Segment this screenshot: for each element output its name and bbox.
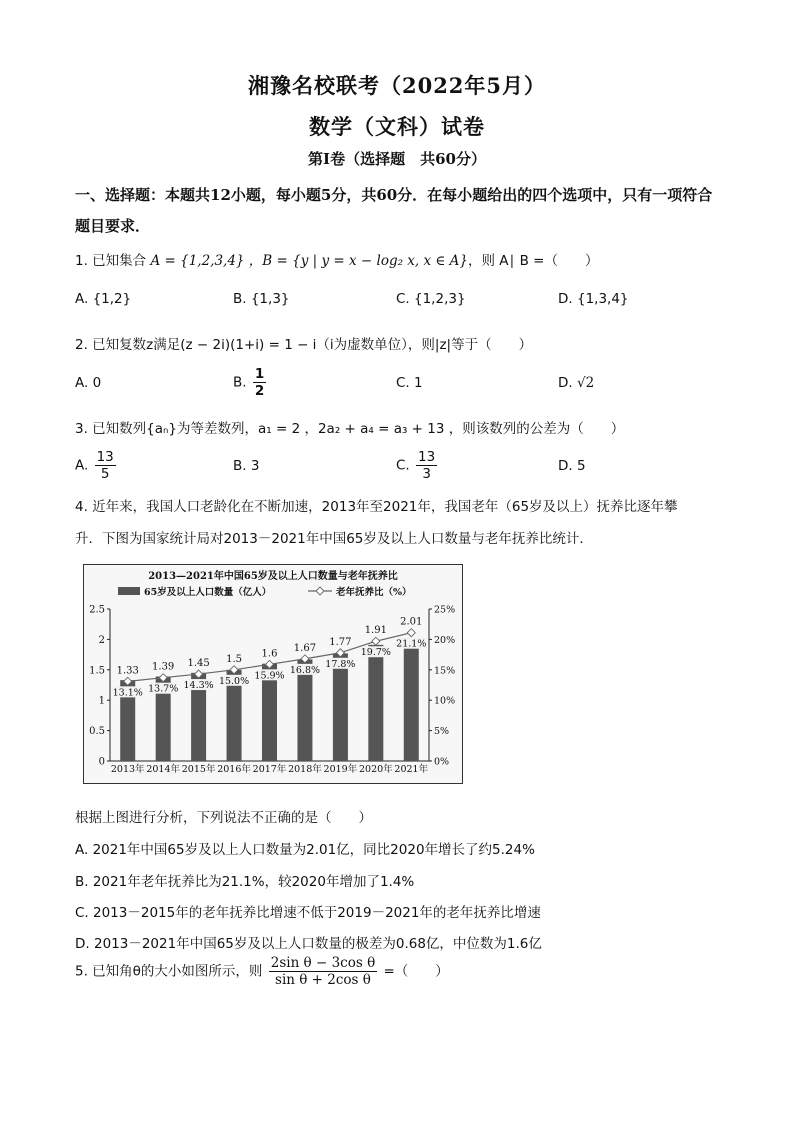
question-1-option-d: D. {1,3,4} [558, 291, 629, 307]
x-tick-label: 2018年 [288, 764, 322, 775]
question-3-option-a-fraction [95, 449, 116, 482]
x-tick-label: 2013年 [110, 764, 145, 775]
fraction-numerator: 13 [418, 449, 436, 465]
fraction-numerator: 2sin θ − 3cos θ [270, 955, 376, 971]
y-right-tick-label: 15% [434, 665, 456, 677]
y-left-tick-label: 0 [98, 756, 105, 768]
legend-bar-swatch [118, 587, 140, 595]
question-2-option-c: C. 1 [396, 375, 423, 391]
population-chart [83, 564, 463, 784]
legend-line-marker [316, 587, 324, 595]
question-1-prefix: 1. 已知集合 [75, 253, 147, 269]
question-2-option-d [558, 375, 594, 391]
question-4-option-a: A. 2021年中国65岁及以上人口数量为2.01亿，同比2020年增长了约5.24% [75, 842, 535, 858]
question-3-option-c [396, 449, 439, 482]
question-4-line-2: 升．下图为国家统计局对2013－2021年中国65岁及以上人口数量与老年抚养比统计． [75, 531, 593, 547]
question-3: 3. 已知数列{aₙ}为等差数列，a₁ = 2 ，2a₂ + a₄ = a₃ + 13 ，则该数列的公差为（ ） [75, 421, 625, 437]
x-tick-label: 2015年 [181, 764, 216, 775]
fraction-denominator: 5 [100, 466, 110, 482]
question-4-option-b: B. 2021年老年抚养比为21.1%，较2020年增加了1.4% [75, 874, 415, 890]
question-1-suffix: ，则 A∣ B =（ ） [468, 253, 599, 269]
bar-2021年 [404, 639, 419, 761]
question-2-option-b [233, 366, 268, 399]
ratio-data-label: 13.1% [112, 687, 143, 699]
population-data-label: 1.5 [226, 653, 243, 665]
question-4-line-1: 4. 近年来，我国人口老龄化在不断加速，2013年至2021年，我国老年（65岁及以上）抚养比逐年攀 [75, 499, 678, 515]
question-2: 2. 已知复数z满足(z − 2i)(1+i) = 1 − i（i为虚数单位），则|z|等于（ ） [75, 337, 533, 353]
ratio-data-label: 13.7% [148, 683, 179, 695]
exam-subject-title: 数学（文科）试卷 [309, 114, 485, 139]
population-data-label: 1.77 [329, 636, 352, 648]
population-data-label: 1.91 [364, 625, 387, 637]
question-3-option-d: D. 5 [558, 458, 586, 474]
fraction-denominator: 3 [422, 466, 431, 482]
question-3-option-a-letter: A. [75, 457, 89, 474]
question-4-option-d: D. 2013－2021年中国65岁及以上人口数量的极差为0.68亿，中位数为1.6亿 [75, 936, 542, 952]
ratio-data-label: 15.9% [254, 670, 285, 682]
question-2-option-b-fraction [253, 366, 266, 399]
question-3-option-c-fraction [416, 449, 437, 482]
question-1-option-b: B. {1,3} [233, 291, 290, 307]
population-data-label: 1.33 [116, 665, 139, 677]
fraction-denominator: 2 [254, 383, 265, 399]
x-tick-label: 2016年 [217, 764, 251, 775]
question-1-math: A = {1,2,3,4} ，B = {y | y = x − log₂ x, x ∈ A} [150, 253, 469, 269]
question-5 [75, 955, 449, 988]
question-5-prefix: 5. 已知角θ的大小如图所示，则 [75, 963, 263, 980]
x-tick-label: 2019年 [323, 764, 358, 775]
question-1-option-c: C. {1,2,3} [396, 291, 466, 307]
y-left-tick-label: 2.5 [89, 604, 105, 616]
population-data-label: 1.67 [293, 642, 317, 654]
population-data-label: 2.01 [400, 616, 423, 628]
population-data-label: 1.39 [152, 661, 175, 673]
question-2-option-d-value: √2 [576, 375, 595, 391]
fraction-numerator: 13 [96, 449, 114, 465]
ratio-data-label: 16.8% [289, 664, 321, 676]
question-3-option-a [75, 449, 118, 482]
ratio-data-label: 21.1% [396, 638, 427, 650]
ratio-point [407, 629, 415, 637]
question-4-option-c: C. 2013－2015年的老年抚养比增速不低于2019－2021年的老年抚养比增速 [75, 905, 541, 921]
ratio-data-label: 17.8% [325, 658, 356, 670]
y-left-tick-label: 0.5 [89, 726, 105, 738]
part-title: 第Ⅰ卷（选择题 共60分） [308, 150, 486, 168]
ratio-data-label: 14.3% [183, 680, 214, 692]
question-2-option-d-letter: D. [558, 375, 573, 391]
legend-bar-label: 65岁及以上人口数量（亿人） [144, 587, 272, 598]
y-left-tick-label: 1 [98, 695, 105, 707]
legend-line-label: 老年抚养比（%） [336, 587, 412, 598]
question-4-prompt: 根据上图进行分析，下列说法不正确的是（ ） [75, 810, 372, 826]
question-3-option-b: B. 3 [233, 458, 260, 474]
x-tick-label: 2014年 [146, 764, 181, 775]
chart-svg [84, 565, 462, 783]
y-right-tick-label: 10% [434, 695, 456, 707]
chart-title: 2013—2021年中国65岁及以上人口数量与老年抚养比 [148, 571, 398, 582]
ratio-data-label: 15.0% [218, 675, 250, 687]
y-right-tick-label: 5% [434, 726, 450, 738]
ratio-data-label: 19.7% [360, 647, 391, 659]
x-tick-label: 2021年 [394, 764, 429, 775]
question-5-suffix: =（ ） [383, 963, 449, 980]
population-data-label: 1.45 [187, 658, 210, 670]
exam-title: 湘豫名校联考（2022年5月） [247, 73, 547, 98]
y-right-tick-label: 25% [434, 604, 456, 616]
question-1-option-a: A. {1,2} [75, 291, 132, 307]
question-1 [75, 249, 598, 269]
y-left-tick-label: 2 [98, 634, 105, 646]
question-3-option-c-letter: C. [396, 457, 410, 474]
fraction-numerator: 1 [254, 366, 265, 382]
y-left-tick-label: 1.5 [89, 665, 105, 677]
x-tick-label: 2017年 [252, 764, 287, 775]
question-5-fraction [269, 955, 377, 988]
x-tick-label: 2020年 [358, 764, 393, 775]
question-2-option-a: A. 0 [75, 375, 102, 391]
y-right-tick-label: 20% [434, 634, 456, 646]
ratio-point [372, 637, 380, 645]
bar-2020年 [368, 645, 383, 761]
fraction-denominator: sin θ + 2cos θ [275, 972, 371, 988]
question-2-option-b-letter: B. [233, 374, 247, 391]
population-data-label: 1.6 [261, 648, 278, 660]
y-right-tick-label: 0% [434, 756, 450, 768]
section-heading: 一、选择题：本题共12小题，每小题5分，共60分．在每小题给出的四个选项中，只有一项符合题目要求． [75, 186, 713, 235]
